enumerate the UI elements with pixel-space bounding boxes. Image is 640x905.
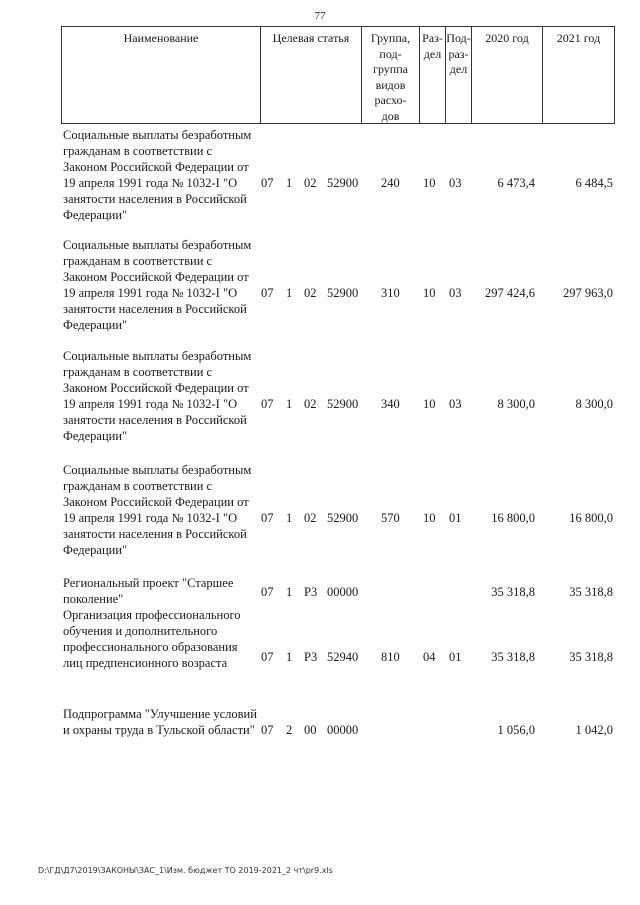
row-name: Организация профессионального обучения и дополнительного профессионального образования лиц предпенсионного возраста: [63, 608, 241, 670]
row-name: Социальные выплаты безработным гражданам в соответствии с Законом Российской Федерации от 19 апреля 1991 года № 1032-I "О занятости населения в Российской Федерации": [63, 238, 252, 332]
header-subsection: Под- раз- дел: [446, 27, 472, 123]
header-name: Наименование: [62, 27, 261, 123]
target-subprogram: 1: [286, 286, 293, 300]
value-2020: 35 318,8: [491, 650, 535, 664]
target-program: 07: [261, 397, 274, 411]
value-2020: 35 318,8: [491, 585, 535, 599]
section: 10: [423, 397, 436, 411]
target-program: 07: [261, 176, 274, 190]
target-direction: 00000: [327, 585, 359, 599]
value-2021: 1 042,0: [575, 723, 613, 737]
target-program: 07: [261, 286, 274, 300]
value-2020: 1 056,0: [497, 723, 535, 737]
target-direction: 52900: [327, 511, 359, 525]
section: 10: [423, 286, 436, 300]
target-direction: 52900: [327, 286, 359, 300]
value-2020: 6 473,4: [497, 176, 535, 190]
subsection: 03: [449, 286, 462, 300]
row-name: Подпрограмма "Улучшение условий и охраны труда в Тульской области": [63, 707, 257, 737]
target-event: 02: [304, 397, 317, 411]
section: 10: [423, 176, 436, 190]
value-2021: 16 800,0: [569, 511, 613, 525]
value-2021: 6 484,5: [575, 176, 613, 190]
target-subprogram: 2: [286, 723, 293, 737]
section: 10: [423, 511, 436, 525]
subsection: 01: [449, 511, 462, 525]
row-name: Социальные выплаты безработным гражданам в соответствии с Законом Российской Федерации от 19 апреля 1991 года № 1032-I "О занятости населения в Российской Федерации": [63, 128, 252, 222]
target-program: 07: [261, 723, 274, 737]
value-2020: 297 424,6: [485, 286, 535, 300]
target-direction: 00000: [327, 723, 359, 737]
target-program: 07: [261, 650, 274, 664]
expense-group: 340: [381, 397, 400, 411]
target-subprogram: 1: [286, 511, 293, 525]
value-2021: 35 318,8: [569, 585, 613, 599]
target-subprogram: 1: [286, 650, 293, 664]
target-event: P3: [304, 585, 318, 599]
target-direction: 52940: [327, 650, 359, 664]
header-2020: 2020 год: [472, 27, 543, 123]
target-direction: 52900: [327, 397, 359, 411]
header-section: Раз- дел: [420, 27, 446, 123]
header-2021: 2021 год: [556, 31, 601, 45]
target-direction: 52900: [327, 176, 359, 190]
target-subprogram: 1: [286, 176, 293, 190]
target-event: 02: [304, 511, 317, 525]
header-group: Группа, под- группа видов расхо- дов: [362, 27, 420, 123]
target-event: 00: [304, 723, 317, 737]
target-subprogram: 1: [286, 585, 293, 599]
target-program: 07: [261, 511, 274, 525]
header-target-article: Целевая статья: [261, 27, 362, 123]
row-name: Региональный проект "Старшее поколение": [63, 576, 234, 606]
value-2020: 16 800,0: [491, 511, 535, 525]
section: 04: [423, 650, 436, 664]
target-program: 07: [261, 585, 274, 599]
table-header: [61, 26, 615, 124]
subsection: 01: [449, 650, 462, 664]
value-2021: 8 300,0: [575, 397, 613, 411]
subsection: 03: [449, 176, 462, 190]
file-path-footer: D:\ГД\Д7\2019\ЗАКОНЫ\ЗАС_1\Изм. бюджет ТО 2019-2021_2 чт\pr9.xls: [38, 866, 333, 875]
subsection: 03: [449, 397, 462, 411]
target-event: P3: [304, 650, 318, 664]
row-name: Социальные выплаты безработным гражданам в соответствии с Законом Российской Федерации от 19 апреля 1991 года № 1032-I "О занятости населения в Российской Федерации": [63, 349, 252, 443]
target-subprogram: 1: [286, 397, 293, 411]
value-2021: 35 318,8: [569, 650, 613, 664]
row-name: Социальные выплаты безработным гражданам в соответствии с Законом Российской Федерации от 19 апреля 1991 года № 1032-I "О занятости населения в Российской Федерации": [63, 463, 252, 557]
target-event: 02: [304, 176, 317, 190]
page-number: 77: [314, 10, 326, 22]
expense-group: 240: [381, 176, 400, 190]
target-event: 02: [304, 286, 317, 300]
expense-group: 310: [381, 286, 400, 300]
expense-group: 570: [381, 511, 400, 525]
expense-group: 810: [381, 650, 400, 664]
value-2021: 297 963,0: [563, 286, 613, 300]
value-2020: 8 300,0: [497, 397, 535, 411]
